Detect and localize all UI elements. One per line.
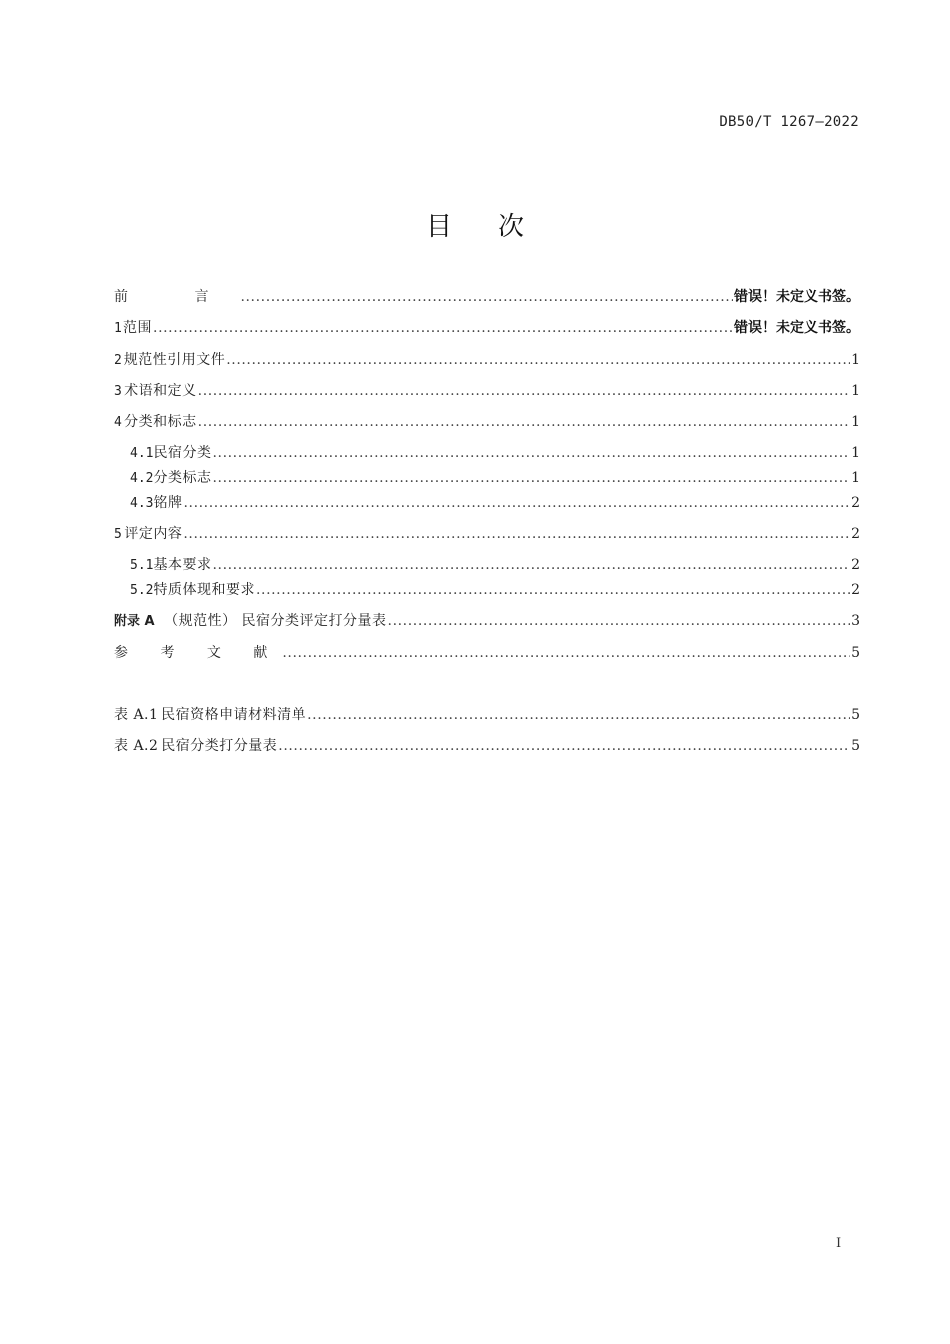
toc-entry-page: 1 xyxy=(851,470,860,486)
toc-entry-number: 1 xyxy=(114,321,122,336)
toc-entry-page: 2 xyxy=(851,582,860,598)
toc-entry-page: 错误！未定义书签。 xyxy=(734,320,860,336)
toc-entry-5-2[interactable] xyxy=(130,580,860,600)
toc-entry-label: 民宿资格申请材料清单 xyxy=(161,707,307,723)
toc-entry-4-1[interactable] xyxy=(130,443,860,463)
toc-entry-label: 评定内容 xyxy=(124,526,183,542)
toc-entry-number: 表 A.1 xyxy=(114,707,159,723)
toc-leader xyxy=(212,555,850,575)
toc-entry-number: 表 A.2 xyxy=(114,738,159,754)
toc-leader xyxy=(183,493,850,513)
toc-entry-label: 铭牌 xyxy=(153,495,183,511)
toc-leader xyxy=(388,611,851,631)
toc-entry-5-1[interactable] xyxy=(130,555,860,575)
toc-entry-bibliography[interactable] xyxy=(114,643,860,663)
toc-entry-number: 4.2 xyxy=(130,471,154,486)
toc-entry-number: 4.1 xyxy=(130,446,154,461)
toc-leader xyxy=(212,443,850,463)
toc-entry-table-a2[interactable] xyxy=(114,736,860,756)
toc-entry-page: 5 xyxy=(851,645,860,661)
toc-leader xyxy=(183,524,850,544)
toc-entry-number: 2 xyxy=(114,353,122,368)
toc-leader xyxy=(198,412,850,432)
toc-entry-page: 1 xyxy=(851,383,860,399)
toc-entry-number: 4.3 xyxy=(130,496,154,511)
toc-entry-label: 分类标志 xyxy=(153,470,212,486)
toc-entry-table-a1[interactable] xyxy=(114,705,860,725)
toc-entry-page: 2 xyxy=(851,495,860,511)
toc-entry-appendix-a[interactable] xyxy=(114,611,860,631)
toc-entry-scope[interactable] xyxy=(114,318,860,338)
toc-title xyxy=(0,206,950,243)
toc-title-char: 目 xyxy=(425,212,452,242)
toc-title-char: 次 xyxy=(498,212,525,242)
toc-entry-label: 特质体现和要求 xyxy=(153,582,255,598)
toc-entry-label: 前 言 xyxy=(114,289,240,305)
toc-entry-page: 1 xyxy=(851,445,860,461)
toc-leader xyxy=(226,350,850,370)
toc-leader xyxy=(307,705,850,725)
toc-entry-assessment[interactable] xyxy=(114,524,860,544)
toc-entry-label: 民宿分类打分量表 xyxy=(161,738,278,754)
toc-leader xyxy=(282,643,850,663)
toc-leader xyxy=(240,287,733,307)
toc-leader xyxy=(153,318,733,338)
toc-entry-terms-definitions[interactable] xyxy=(114,381,860,401)
toc-entry-number: 5.1 xyxy=(130,558,154,573)
toc-entry-page: 2 xyxy=(851,526,860,542)
toc-entry-label: 范围 xyxy=(123,320,153,336)
toc-entry-label: 基本要求 xyxy=(153,557,212,573)
toc-entry-4-3[interactable] xyxy=(130,493,860,513)
toc-entry-page: 2 xyxy=(851,557,860,573)
toc-entry-label: 参 考 文 献 xyxy=(114,645,282,661)
document-code: DB50/T 1267—2022 xyxy=(719,114,859,130)
toc-entry-number: 附录 A xyxy=(114,614,155,629)
toc-entry-normative-references[interactable] xyxy=(114,350,860,370)
toc-leader xyxy=(256,580,850,600)
toc-entry-page: 5 xyxy=(851,707,860,723)
toc-entry-number: 3 xyxy=(114,384,122,399)
toc-leader xyxy=(198,381,850,401)
toc-entry-label: 术语和定义 xyxy=(124,383,197,399)
toc-leader xyxy=(212,468,850,488)
toc-leader xyxy=(278,736,850,756)
toc-entry-number: 5.2 xyxy=(130,583,154,598)
toc-entry-foreword[interactable] xyxy=(114,287,860,307)
page-number: I xyxy=(836,1236,842,1251)
toc-entry-page: 3 xyxy=(851,613,860,629)
toc-entry-page: 5 xyxy=(851,738,860,754)
toc-entry-number: 4 xyxy=(114,415,122,430)
toc-entry-page: 错误！未定义书签。 xyxy=(734,289,860,305)
toc-entry-label: （规范性） 民宿分类评定打分量表 xyxy=(164,613,387,629)
toc-entry-label: 规范性引用文件 xyxy=(123,352,226,368)
toc-entry-number: 5 xyxy=(114,527,122,542)
toc-entry-label: 民宿分类 xyxy=(153,445,212,461)
toc-entry-page: 1 xyxy=(851,414,860,430)
toc-entry-classification[interactable] xyxy=(114,412,860,432)
toc-entry-label: 分类和标志 xyxy=(124,414,197,430)
toc-entry-page: 1 xyxy=(851,352,860,368)
toc-entry-4-2[interactable] xyxy=(130,468,860,488)
